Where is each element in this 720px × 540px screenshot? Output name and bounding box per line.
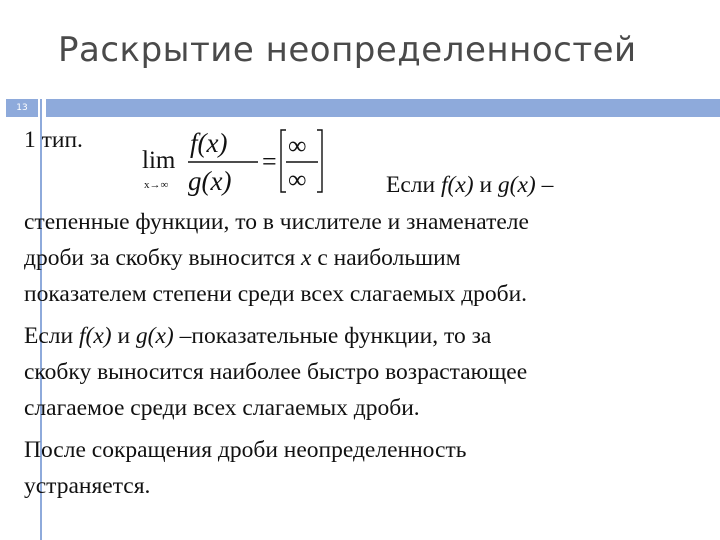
paragraph-2-line-3: слагаемое среди всех слагаемых дроби.	[24, 395, 420, 421]
paragraph-1-line-2: степенные функции, то в числителе и знаменателе	[24, 209, 529, 235]
text-segment: Если	[386, 172, 441, 198]
text-segment: с наибольшим	[311, 245, 461, 271]
left-bracket	[281, 130, 286, 192]
paragraph-1-line-4: показателем степени среди всех слагаемых дроби.	[24, 281, 528, 307]
text-segment: дроби за скобку выносится	[24, 245, 301, 271]
paragraph-1-line-1	[386, 167, 553, 203]
type-label: 1 тип.	[24, 127, 83, 153]
bracket-bottom: ∞	[288, 165, 307, 194]
paragraph-3-line-2: устраняется.	[24, 473, 151, 499]
x-variable: x	[301, 245, 312, 271]
paragraph-3-line-1: После сокращения дроби неопределенность	[24, 437, 467, 463]
right-bracket	[317, 130, 322, 192]
f-of-x: f(x)	[440, 172, 474, 198]
g-of-x: g(x)	[497, 172, 536, 198]
denominator: g(x)	[188, 166, 232, 196]
text-segment: –показательные функции, то за	[173, 323, 492, 349]
slide-number: 13	[6, 99, 38, 117]
text-segment: и	[473, 172, 498, 198]
equals-sign: =	[262, 147, 277, 176]
paragraph-2-line-2: скобку выносится наиболее быстро возрастающее	[24, 359, 528, 385]
header-rule	[46, 99, 720, 117]
lim-text: lim	[142, 147, 176, 174]
text-segment: и	[111, 323, 136, 349]
numerator: f(x)	[190, 128, 228, 158]
bracket-top: ∞	[288, 131, 307, 160]
lim-subscript: x→∞	[144, 179, 169, 191]
text-segment: –	[535, 172, 554, 198]
slide-title: Раскрытие неопределенностей	[58, 30, 637, 70]
paragraph-2-line-1	[24, 318, 491, 354]
g-of-x: g(x)	[135, 323, 174, 349]
text-segment: Если	[24, 323, 79, 349]
paragraph-1-line-3	[24, 240, 461, 276]
limit-formula	[140, 124, 340, 196]
f-of-x: f(x)	[78, 323, 112, 349]
